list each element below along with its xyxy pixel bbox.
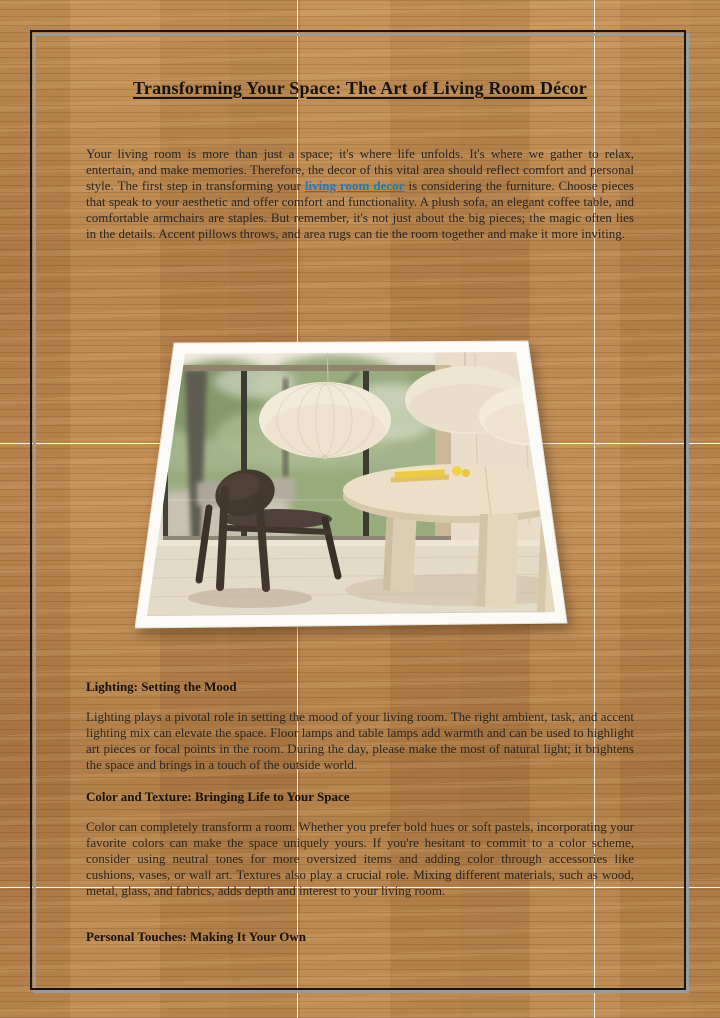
intro-paragraph [86, 146, 634, 242]
heading-lighting: Lighting: Setting the Mood [86, 679, 237, 694]
heading-personal-touches: Personal Touches: Making It Your Own [86, 929, 306, 944]
living-room-photo [135, 340, 578, 630]
page-title: Transforming Your Space: The Art of Living Room Décor [133, 78, 587, 98]
heading-color-texture: Color and Texture: Bringing Life to Your Space [86, 789, 350, 804]
intro-text-after-link: is considering the furniture. Choose pieces that speak to your aesthetic and offer comfort and functionality. A plush sofa, an elegant coffee table, and comfortable armchairs are staples. But remember, it's not just about the big pieces; the magic often lies in the details. Accent pillows throws, and area rugs can tie the room together and make it more inviting. [86, 178, 634, 241]
photo-illustration [135, 340, 578, 630]
photo-scene [135, 340, 578, 630]
living-room-decor-link[interactable]: living room decor [304, 178, 405, 193]
paragraph-color-texture: Color can completely transform a room. Whether you prefer bold hues or soft pastels, incorporating your favorite colors can make the space uniquely yours. If you're hesitant to commit to a color scheme, consider using neutral tones for more oversized items and adding color through accessories like cushions, vases, or wall art. Textures also play a crucial role. Mixing different materials, such as wood, metal, glass, and fabrics, adds depth and interest to your living room. [86, 819, 634, 898]
paragraph-lighting: Lighting plays a pivotal role in setting the mood of your living room. The right ambient, task, and accent lighting mix can elevate the space. Floor lamps and table lamps add warmth and can be used to highlight art pieces or focal points in the room. During the day, please make the most of natural light; it brightens the space and brings in a touch of the outside world. [86, 709, 634, 772]
intro-text-before-link: Your living room is more than just a space; it's where life unfolds. It's where we gather to relax, entertain, and make memories. Therefore, the decor of this vital area should reflect comfort and personal style. The first step in transforming your [86, 146, 634, 193]
